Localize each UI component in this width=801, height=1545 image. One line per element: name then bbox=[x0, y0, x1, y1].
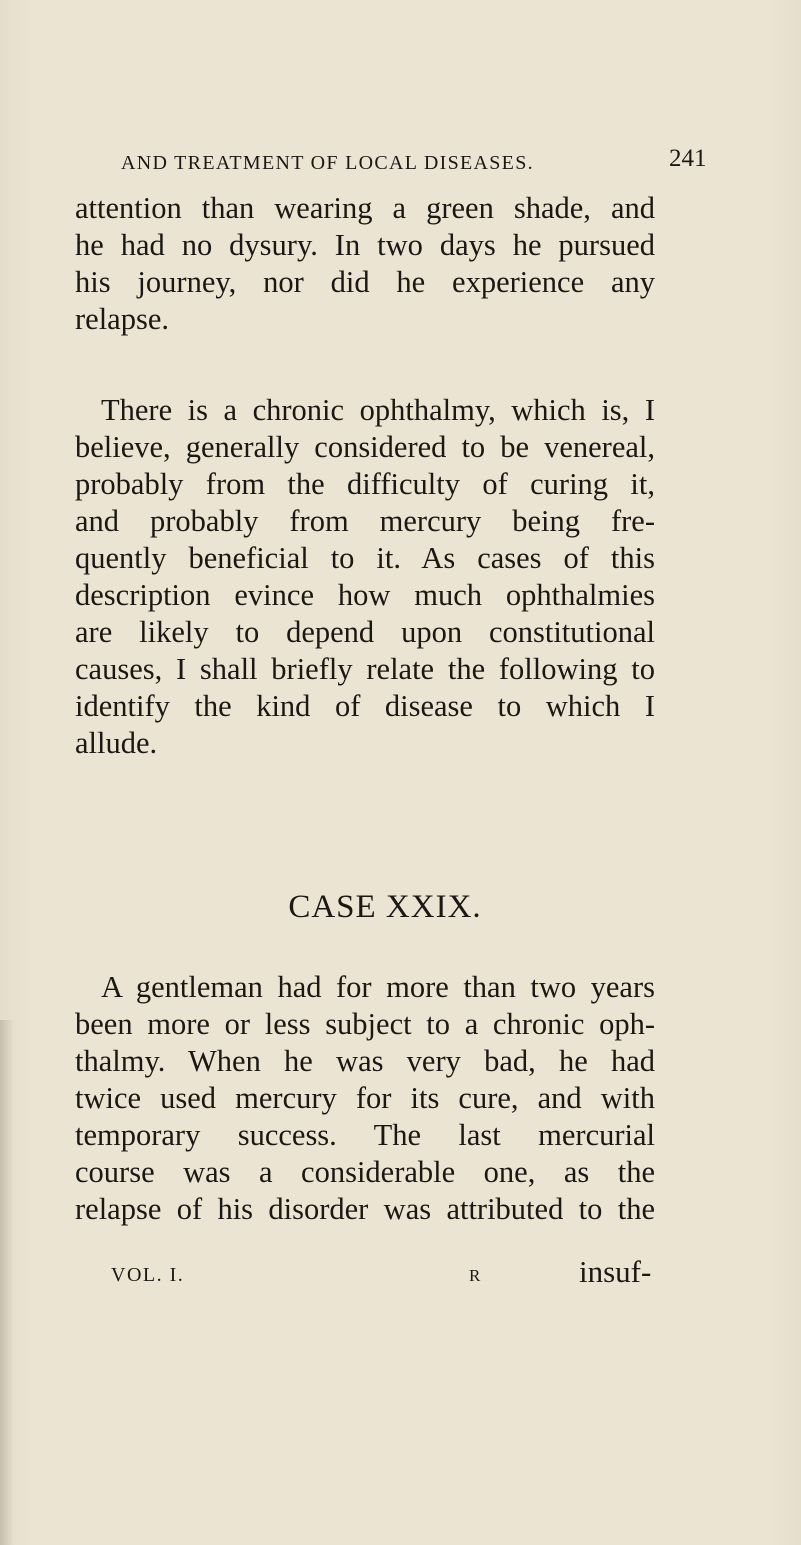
text-line: course was a considerable one, as the bbox=[75, 1155, 655, 1189]
running-head bbox=[121, 145, 711, 176]
text-line: A gentleman had for more than two years bbox=[101, 970, 655, 1004]
paragraph-1 bbox=[75, 190, 655, 338]
text-line: been more or less subject to a chronic oph- bbox=[75, 1007, 655, 1041]
text-line: relapse. bbox=[75, 302, 169, 336]
text-line: believe, generally considered to be venereal, bbox=[75, 430, 655, 464]
volume-label: VOL. I. bbox=[111, 1264, 185, 1286]
catchword: insuf- bbox=[579, 1254, 652, 1289]
page-number: 241 bbox=[669, 145, 707, 172]
running-head-title: AND TREATMENT OF LOCAL DISEASES. bbox=[121, 152, 534, 174]
text-line: probably from the difficulty of curing it, bbox=[75, 467, 655, 501]
text-line: thalmy. When he was very bad, he had bbox=[75, 1044, 655, 1078]
text-line: his journey, nor did he experience any bbox=[75, 265, 655, 299]
text-line: description evince how much ophthalmies bbox=[75, 578, 655, 612]
text-line: attention than wearing a green shade, and bbox=[75, 191, 655, 225]
text-line: temporary success. The last mercurial bbox=[75, 1118, 655, 1152]
text-line: are likely to depend upon constitutional bbox=[75, 615, 655, 649]
text-line: twice used mercury for its cure, and with bbox=[75, 1081, 655, 1115]
signature-mark: R bbox=[469, 1266, 481, 1285]
paragraph-2 bbox=[75, 392, 655, 762]
page-footer bbox=[111, 1254, 656, 1294]
text-line: relapse of his disorder was attributed to the bbox=[75, 1192, 655, 1226]
text-line: There is a chronic ophthalmy, which is, I bbox=[101, 393, 655, 427]
text-line: he had no dysury. In two days he pursued bbox=[75, 228, 655, 262]
text-line: identify the kind of disease to which I bbox=[75, 689, 655, 723]
text-line: and probably from mercury being fre- bbox=[75, 504, 655, 538]
paragraph-3 bbox=[75, 969, 655, 1228]
text-line: allude. bbox=[75, 726, 158, 760]
text-line: causes, I shall briefly relate the following to bbox=[75, 652, 655, 686]
text-line: quently beneficial to it. As cases of this bbox=[75, 541, 655, 575]
page-edge-shadow bbox=[0, 1020, 14, 1545]
case-heading: CASE XXIX. bbox=[288, 889, 482, 925]
